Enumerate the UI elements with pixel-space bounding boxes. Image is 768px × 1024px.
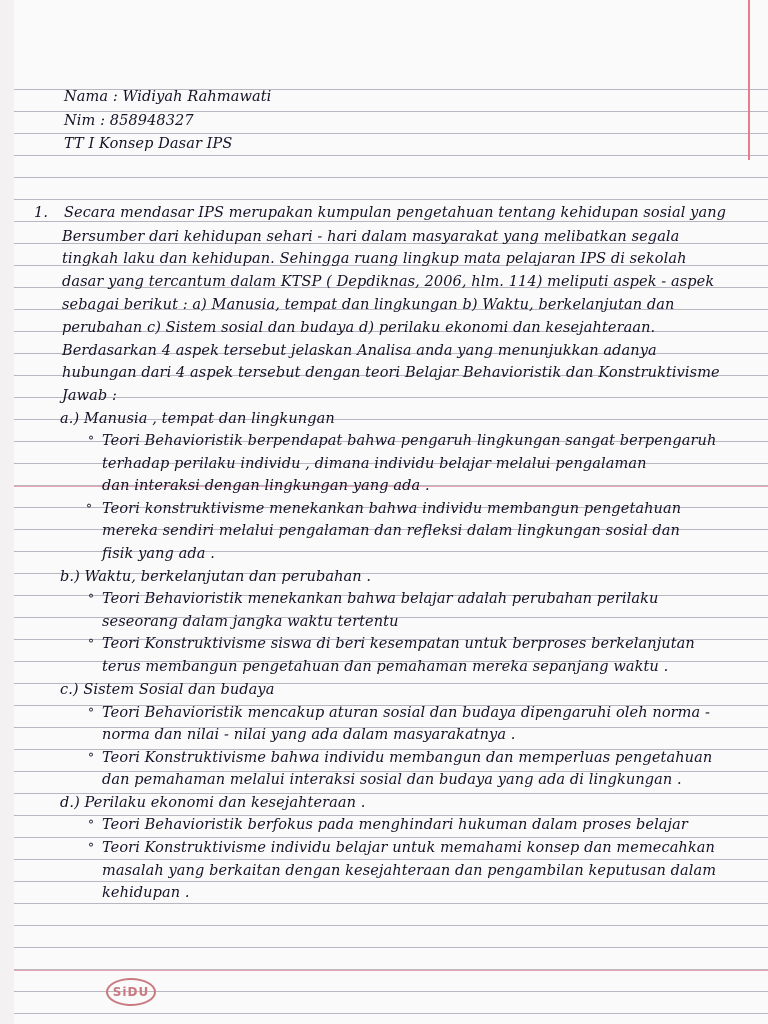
bullet-icon: ° [86, 502, 92, 516]
section-heading-d: d.) Perilaku ekonomi dan kesejahteraan . [60, 795, 366, 811]
section-point-line: mereka sendiri melalui pengalaman dan refleksi dalam lingkungan sosial dan [102, 523, 680, 539]
assignment-title: TT I Konsep Dasar IPS [64, 136, 233, 152]
bullet-icon: ° [88, 434, 94, 448]
answer-label: Jawab : [62, 388, 117, 404]
section-point-line: Teori Behavioristik menekankan bahwa belajar adalah perubahan perilaku [102, 591, 659, 607]
margin-line [748, 0, 750, 160]
question-line: perubahan c) Sistem sosial dan budaya d) perilaku ekonomi dan kesejahteraan. [62, 320, 656, 336]
bullet-icon: ° [88, 751, 94, 765]
section-heading-b: b.) Waktu, berkelanjutan dan perubahan . [60, 569, 372, 585]
sidu-logo: SiDU [106, 978, 156, 1006]
question-line: Bersumber dari kehidupan sehari - hari dalam masyarakat yang melibatkan segala [62, 229, 680, 245]
question-line: Berdasarkan 4 aspek tersebut jelaskan Analisa anda yang menunjukkan adanya [62, 343, 657, 359]
section-point-line: Teori Behavioristik berpendapat bahwa pengaruh lingkungan sangat berpengaruh [102, 433, 717, 449]
bullet-icon: ° [88, 841, 94, 855]
bullet-icon: ° [88, 592, 94, 606]
section-point-line: seseorang dalam jangka waktu tertentu [102, 614, 399, 630]
bullet-icon: ° [88, 637, 94, 651]
section-point-line: kehidupan . [102, 885, 190, 901]
page-top-blank [14, 0, 768, 78]
section-point-line: terhadap perilaku individu , dimana individu belajar melalui pengalaman [102, 456, 647, 472]
question-line: tingkah laku dan kehidupan. Sehingga ruang lingkup mata pelajaran IPS di sekolah [62, 251, 687, 267]
section-point-line: dan interaksi dengan lingkungan yang ada . [102, 478, 430, 494]
question-number: 1. [34, 205, 49, 221]
bullet-icon: ° [88, 706, 94, 720]
section-point-line: terus membangun pengetahuan dan pemahaman mereka sepanjang waktu . [102, 659, 669, 675]
section-point-line: Teori Behavioristik berfokus pada menghindari hukuman dalam proses belajar [102, 817, 688, 833]
question-line: dasar yang tercantum dalam KTSP ( Depdiknas, 2006, hlm. 114) meliputi aspek - aspek [62, 274, 715, 290]
section-point-line: fisik yang ada . [102, 546, 215, 562]
section-point-line: dan pemahaman melalui interaksi sosial dan budaya yang ada di lingkungan . [102, 772, 682, 788]
student-name: Nama : Widiyah Rahmawati [64, 89, 272, 105]
section-heading-a: a.) Manusia , tempat dan lingkungan [60, 411, 335, 427]
question-line: sebagai berikut : a) Manusia, tempat dan lingkungan b) Waktu, berkelanjutan dan [62, 297, 675, 313]
section-point-line: masalah yang berkaitan dengan kesejahteraan dan pengambilan keputusan dalam [102, 863, 717, 879]
section-point-line: norma dan nilai - nilai yang ada dalam masyarakatnya . [102, 727, 516, 743]
bullet-icon: ° [88, 818, 94, 832]
question-line: hubungan dari 4 aspek tersebut dengan teori Belajar Behavioristik dan Konstruktivisme [62, 365, 720, 381]
section-point-line: Teori konstruktivisme menekankan bahwa individu membangun pengetahuan [102, 501, 682, 517]
section-heading-c: c.) Sistem Sosial dan budaya [60, 682, 275, 698]
section-point-line: Teori Behavioristik mencakup aturan sosial dan budaya dipengaruhi oleh norma - [102, 705, 710, 721]
section-point-line: Teori Konstruktivisme individu belajar untuk memahami konsep dan memecahkan [102, 840, 715, 856]
section-point-line: Teori Konstruktivisme siswa di beri kesempatan untuk berproses berkelanjutan [102, 636, 695, 652]
student-nim: Nim : 858948327 [64, 113, 194, 129]
page-tint-line [14, 970, 768, 971]
question-line: Secara mendasar IPS merupakan kumpulan pengetahuan tentang kehidupan sosial yang [64, 205, 727, 221]
section-point-line: Teori Konstruktivisme bahwa individu membangun dan memperluas pengetahuan [102, 750, 713, 766]
